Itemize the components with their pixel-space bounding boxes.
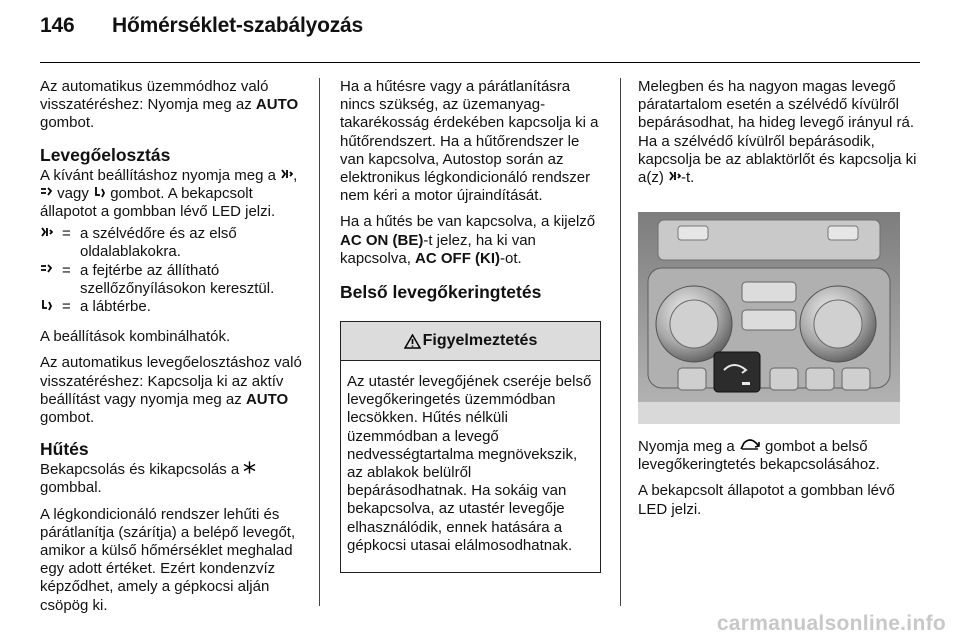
paragraph: Ha a hűtés be van kapcsolva, a kijelző AC ON (BE)-t jelez, ha ki van kapcsolva, AC OFF (KI)-ot. — [340, 213, 596, 267]
windscreen-airflow-icon — [668, 170, 681, 182]
paragraph: A légkondicionáló rendszer lehűti és párátlanítja (szárítja) a belépő levegőt, amikor a külső hőmérséklet meghalad egy adott értéket. Ezért kondenzvíz képződhet, amely a gépkocsi alján csöpög ki. — [40, 505, 296, 614]
ac-off-label: AC OFF (KI) — [415, 249, 501, 267]
warning-header: Figyelmeztetés — [341, 322, 600, 361]
section-heading: Belső levegőkeringtetés — [340, 282, 542, 303]
column-divider — [319, 78, 320, 606]
climate-control-panel-photo — [638, 212, 900, 424]
windscreen-airflow-icon — [280, 168, 293, 180]
column-1 — [40, 78, 302, 623]
snowflake-icon — [243, 461, 256, 474]
column-3-lower — [638, 438, 920, 527]
paragraph: Melegben és ha nagyon magas levegő páratartalom esetén a szélvédő kívülről bepárásodhat, ha hideg levegő irányul rá. Ha a szélvédő kívülről bepárásodik, kapcsolja be az ablaktörlőt és kapcsolja ki a(z) -t. — [638, 78, 917, 187]
head-airflow-icon — [40, 263, 53, 275]
warning-text: Az utastér levegőjének cseréje belső levegőkeringetés üzemmódban lecsökken. Hűtés nélküli üzemmódban a levegő nedvességtartalma megnövekszik, az ablakok belülről bepárásodhatnak. Ha sokáig van bekapcsolva, az utastér levegője elhasználódik, ennek hatására a gépkocsi utasai elálmosodhatnak. — [347, 373, 592, 554]
column-divider — [620, 78, 621, 606]
paragraph: Bekapcsolás és kikapcsolás a gombbal. — [40, 461, 302, 497]
paragraph: A kívánt beállításhoz nyomja meg a , vagy gombot. A bekapcsolt állapotot a gombban lévő LED jelzi. — [40, 166, 298, 221]
auto-label: AUTO — [255, 96, 299, 114]
ac-on-label: AC ON (BE) — [340, 231, 424, 249]
page-header — [40, 14, 363, 38]
section-heading: Levegőelosztás — [40, 144, 171, 165]
recirculation-icon — [739, 438, 761, 451]
section-heading: Hűtés — [40, 439, 89, 460]
paragraph: Ha a hűtésre vagy a párátlanításra nincs szükség, az üzemanyag-takarékosság érdekében kapcsolja ki a hűtőrendszert. Ha a hűtőrendszer le van kapcsolva, Autostop során az elektronikus légkondicionáló rendszer nem kéri a motor újraindítását. — [340, 78, 599, 205]
paragraph: A beállítások kombinálhatók. — [40, 328, 231, 346]
paragraph: Az automatikus levegőelosztáshoz való visszatéréshez: Kapcsolja ki az aktív beállítást vagy nyomja meg az AUTO gombot. — [40, 354, 302, 427]
page-number: 146 — [40, 14, 75, 37]
paragraph: A bekapcsolt állapotot a gombban lévő LED jelzi. — [638, 482, 895, 518]
definition-row: = a szélvédőre és az első oldalablakokra. — [40, 225, 302, 261]
climate-panel-illustration — [638, 212, 900, 424]
definition-row: = a lábtérbe. — [40, 298, 302, 316]
paragraph: Nyomja meg a gombot a belső levegőkeringtetés bekapcsolásához. — [638, 438, 880, 474]
warning-triangle-icon — [404, 334, 421, 349]
definition-list — [40, 225, 302, 316]
auto-label: AUTO — [245, 390, 289, 408]
paragraph: Az automatikus üzemmódhoz való visszatéréshez: Nyomja meg az AUTO gombot. — [40, 78, 299, 132]
definition-row: = a fejtérbe az állítható szellőzőnyílásokon keresztül. — [40, 262, 302, 298]
page-title: Hőmérséklet-szabályozás — [112, 14, 364, 37]
windscreen-airflow-icon — [40, 226, 53, 238]
foot-airflow-icon — [40, 299, 53, 311]
column-2 — [340, 78, 604, 304]
column-3 — [638, 78, 920, 195]
warning-box — [340, 321, 601, 573]
watermark: carmanualsonline.info — [716, 612, 946, 635]
foot-airflow-icon — [93, 186, 106, 198]
header-rule — [40, 62, 920, 63]
head-airflow-icon — [40, 186, 53, 198]
